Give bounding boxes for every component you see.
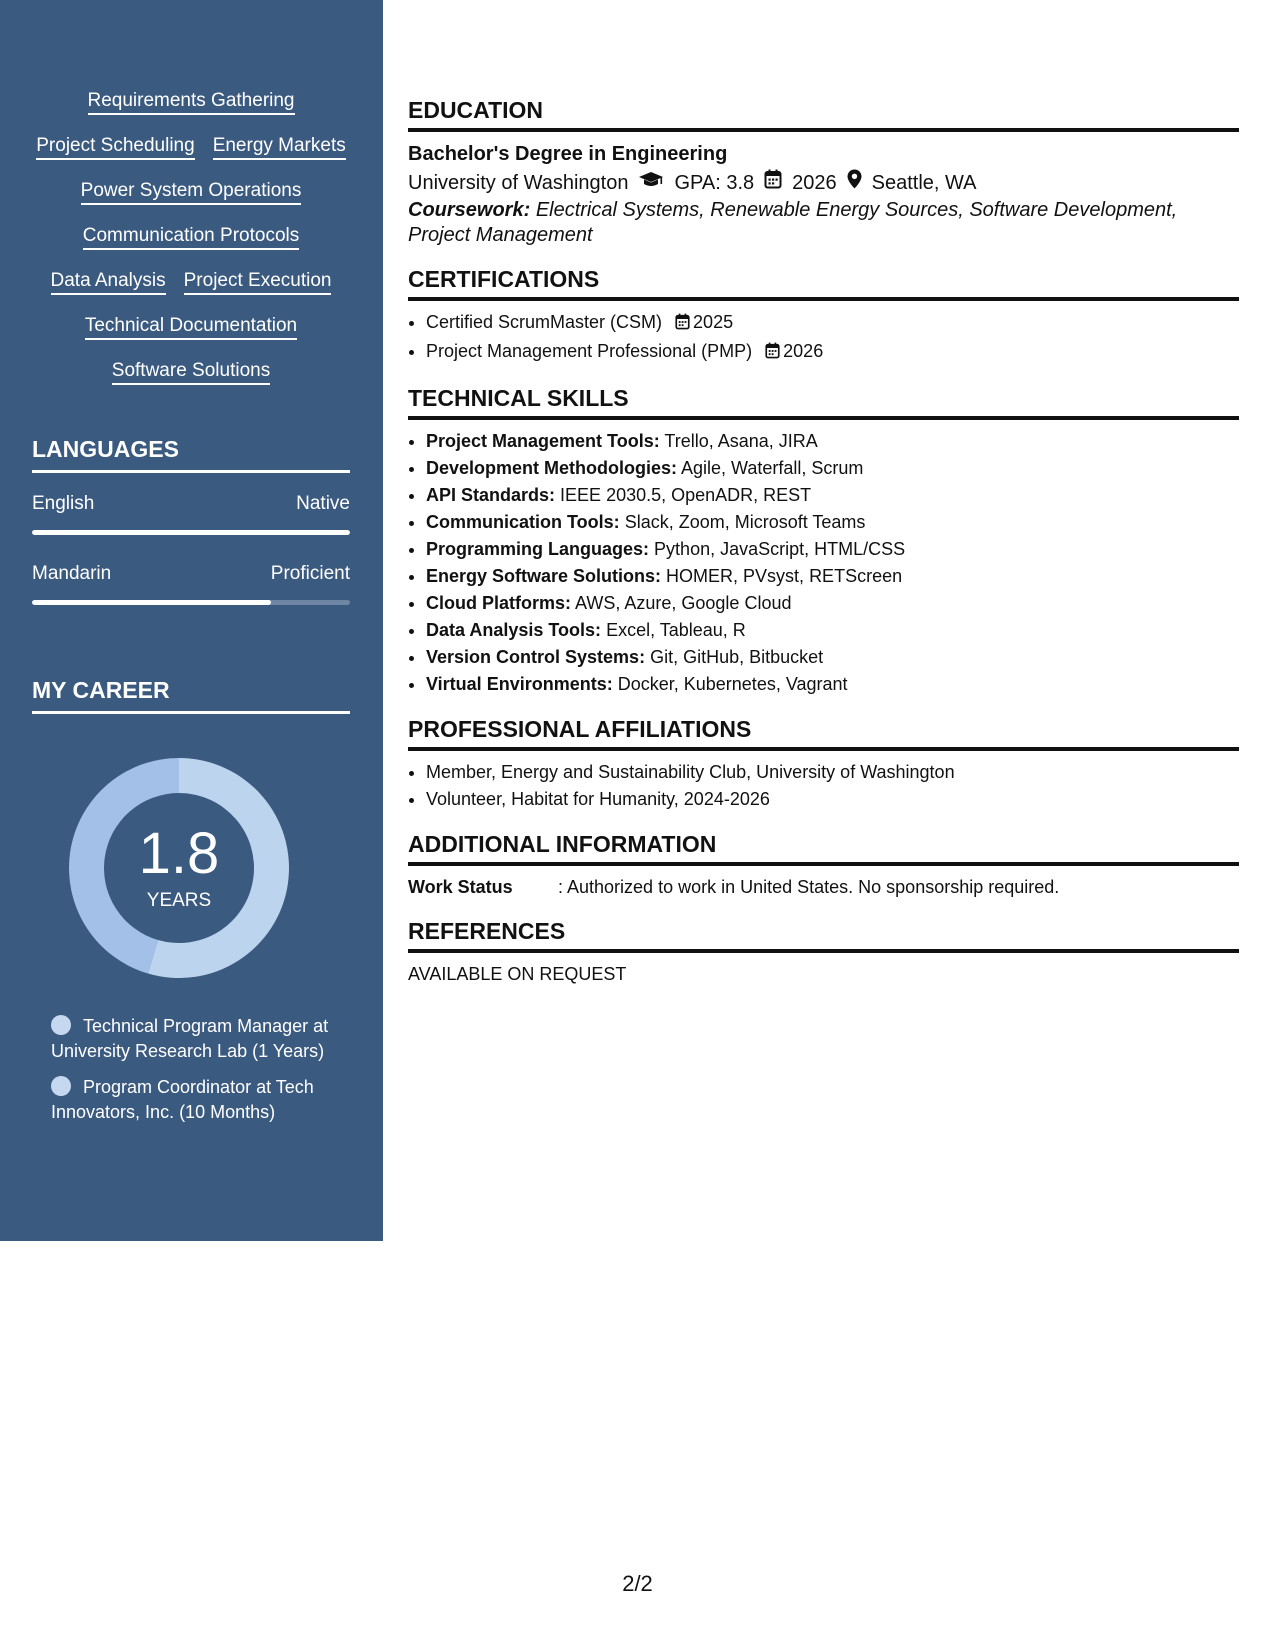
career-legend-dot-icon bbox=[51, 1015, 71, 1035]
list-item: • Data Analysis Tools: Excel, Tableau, R bbox=[426, 617, 1239, 644]
section-title: CERTIFICATIONS bbox=[408, 264, 1239, 301]
career-legend-dot-icon bbox=[51, 1076, 71, 1096]
affiliations-list bbox=[408, 759, 1239, 813]
list-item: • API Standards: IEEE 2030.5, OpenADR, REST bbox=[426, 482, 1239, 509]
graduation-year: 2026 bbox=[792, 172, 837, 194]
school-name: University of Washington bbox=[408, 172, 629, 194]
work-status-label: Work Status bbox=[408, 877, 513, 897]
career-item: Technical Program Manager at University Research Lab (1 Years) bbox=[51, 1016, 329, 1061]
list-item: • Version Control Systems: Git, GitHub, Bitbucket bbox=[426, 644, 1239, 671]
list-item: • Project Management Professional (PMP) 2026 bbox=[426, 338, 1239, 367]
education-section bbox=[408, 95, 1239, 248]
skill-tag: Requirements Gathering bbox=[32, 84, 350, 129]
education-details bbox=[408, 168, 1239, 198]
certifications-list bbox=[408, 309, 1239, 367]
calendar-icon bbox=[764, 168, 782, 198]
skill-tag: Data Analysis bbox=[51, 264, 166, 309]
page-number: 2/2 bbox=[622, 1571, 653, 1596]
main-content bbox=[408, 95, 1239, 1003]
list-item: • Project Management Tools: Trello, Asana, JIRA bbox=[426, 428, 1239, 455]
list-item: • Member, Energy and Sustainability Club, University of Washington bbox=[426, 759, 1239, 786]
certifications-section bbox=[408, 264, 1239, 367]
graduation-cap-icon bbox=[638, 168, 664, 198]
skill-tag: Energy Markets bbox=[213, 129, 346, 174]
list-item: • Cloud Platforms: AWS, Azure, Google Cloud bbox=[426, 590, 1239, 617]
language-level: Proficient bbox=[270, 563, 350, 584]
section-title: TECHNICAL SKILLS bbox=[408, 383, 1239, 420]
list-item: • Development Methodologies: Agile, Waterfall, Scrum bbox=[426, 455, 1239, 482]
references-text: AVAILABLE ON REQUEST bbox=[408, 964, 627, 984]
section-title: PROFESSIONAL AFFILIATIONS bbox=[408, 714, 1239, 751]
skill-tag: Communication Protocols bbox=[32, 219, 350, 264]
list-item: • Certified ScrumMaster (CSM) 2025 bbox=[426, 309, 1239, 338]
language-bar bbox=[32, 600, 350, 605]
map-pin-icon bbox=[847, 168, 862, 198]
career-total-value: 1.8 bbox=[138, 821, 220, 886]
language-name: English bbox=[32, 493, 95, 514]
calendar-icon bbox=[765, 340, 780, 367]
skill-tag: Power System Operations bbox=[32, 174, 350, 219]
affiliations-section bbox=[408, 714, 1239, 813]
references-section bbox=[408, 916, 1239, 987]
gpa: GPA: 3.8 bbox=[674, 172, 755, 194]
language-bar-fill bbox=[32, 530, 350, 535]
career-list bbox=[51, 1014, 341, 1136]
skill-tag: Technical Documentation bbox=[32, 309, 350, 354]
calendar-icon bbox=[675, 311, 690, 338]
list-item: • Energy Software Solutions: HOMER, PVsyst, RETScreen bbox=[426, 563, 1239, 590]
degree-title: Bachelor's Degree in Engineering bbox=[408, 143, 728, 165]
coursework: Coursework: Electrical Systems, Renewable Energy Sources, Software Development, Project Management bbox=[408, 199, 1178, 246]
language-bar-fill bbox=[32, 600, 271, 605]
section-title: REFERENCES bbox=[408, 916, 1239, 953]
section-title: ADDITIONAL INFORMATION bbox=[408, 829, 1239, 866]
language-bar bbox=[32, 530, 350, 535]
list-item: • Programming Languages: Python, JavaScript, HTML/CSS bbox=[426, 536, 1239, 563]
additional-info-section bbox=[408, 829, 1239, 900]
technical-skills-section bbox=[408, 383, 1239, 698]
list-item: • Volunteer, Habitat for Humanity, 2024-2026 bbox=[426, 786, 1239, 813]
technical-skills-list bbox=[408, 428, 1239, 698]
languages-heading: LANGUAGES bbox=[32, 434, 350, 473]
skill-tag: Project Scheduling bbox=[36, 129, 194, 174]
career-heading: MY CAREER bbox=[32, 675, 350, 714]
language-name: Mandarin bbox=[32, 563, 112, 584]
skills-tag-cloud bbox=[32, 84, 350, 399]
sidebar bbox=[0, 0, 383, 1241]
list-item: • Virtual Environments: Docker, Kubernetes, Vagrant bbox=[426, 671, 1239, 698]
career-total-unit: YEARS bbox=[146, 890, 212, 911]
language-mandarin bbox=[32, 562, 350, 605]
work-status-value: : Authorized to work in United States. No sponsorship required. bbox=[558, 877, 1060, 897]
school-location: Seattle, WA bbox=[871, 172, 977, 194]
skill-tag: Project Execution bbox=[184, 264, 332, 309]
section-title: EDUCATION bbox=[408, 95, 1239, 132]
work-status bbox=[408, 874, 1239, 900]
language-level: Native bbox=[296, 493, 350, 514]
language-english bbox=[32, 492, 350, 535]
skill-tag: Software Solutions bbox=[32, 354, 350, 399]
list-item: • Communication Tools: Slack, Zoom, Microsoft Teams bbox=[426, 509, 1239, 536]
career-item: Program Coordinator at Tech Innovators, Inc. (10 Months) bbox=[51, 1077, 314, 1122]
